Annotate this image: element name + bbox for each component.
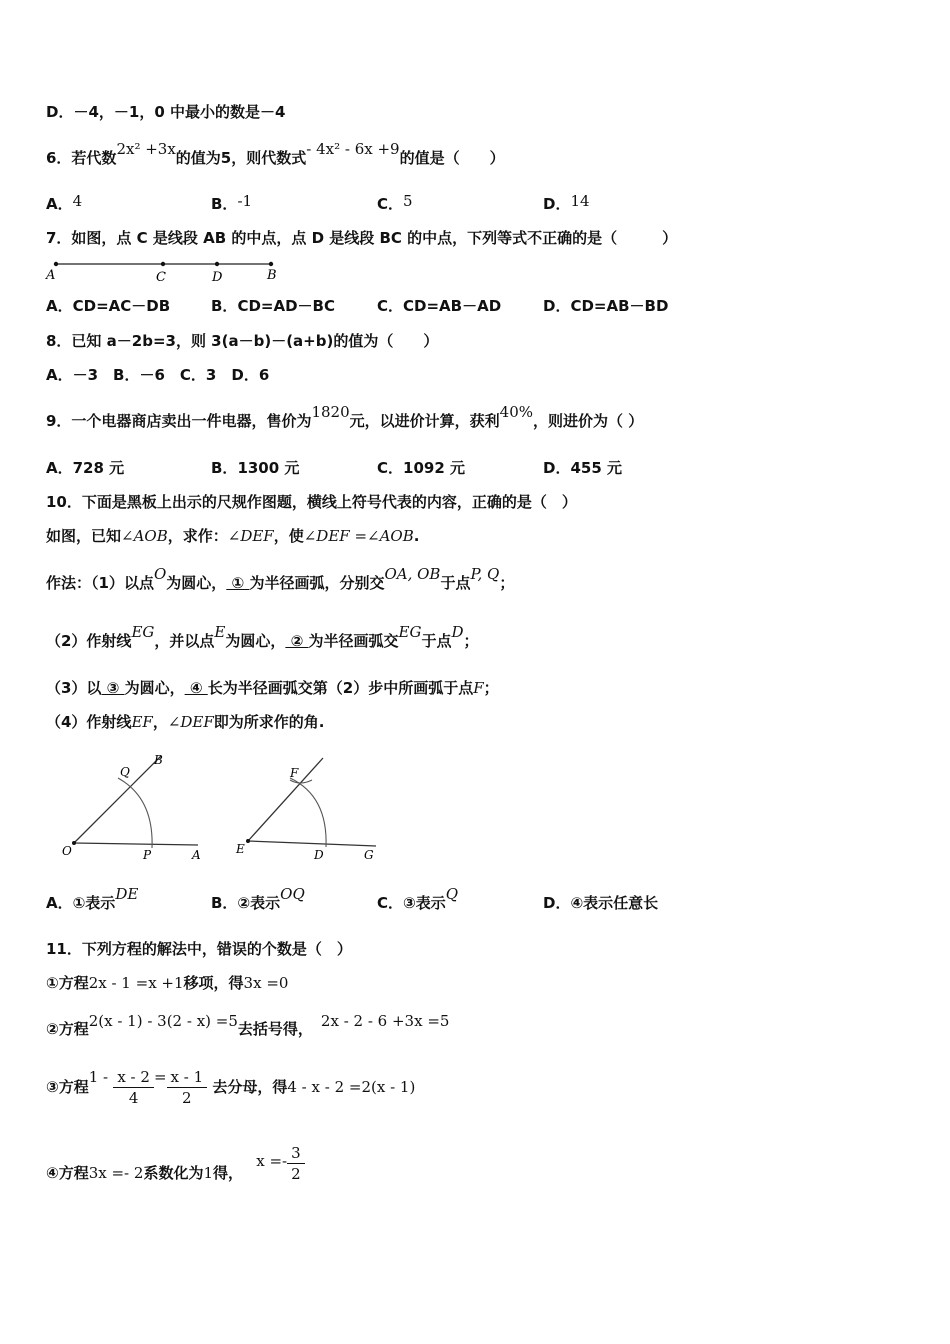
q7-option-c: C．CD=AB－AD — [377, 297, 502, 315]
fraction-2: $\frac{x - 1}{2}$ — [167, 1067, 208, 1108]
label-b: B — [267, 268, 277, 283]
ray-ef — [248, 758, 323, 841]
vertex-o — [72, 841, 76, 845]
q8-options — [46, 364, 269, 386]
q10-step-4: （4）作射线EF，∠DEF即为所求作的角. — [46, 713, 325, 731]
label-a: A — [192, 848, 201, 862]
vertex-e — [246, 839, 250, 843]
label-e: E — [236, 842, 245, 856]
point-a-dot — [54, 262, 58, 266]
q6-expression-1: 2x² +3x — [116, 140, 176, 158]
q10-stem — [46, 491, 577, 513]
ray-ob — [74, 756, 161, 843]
q11-item-1: ①方程2x - 1 =x +1移项，得3x =0 — [46, 974, 289, 992]
q7-option-d: D．CD=AB－BD — [543, 297, 669, 315]
q9-option-c: C．1092 元 — [377, 459, 465, 477]
ray-eg — [248, 841, 376, 846]
blank-4: ④ — [184, 679, 208, 697]
point-d-dot — [215, 262, 219, 266]
q10-option-a: A．①表示DE — [46, 885, 139, 912]
q11-item-4: ④方程3x =- 2系数化为1得， x =- $\frac{3}{2}$ — [46, 1150, 305, 1196]
point-b-dot — [269, 262, 273, 266]
q10-step-2: （2）作射线EG，并以点E为圆心， ② 为半径画弧交EG于点D； — [46, 623, 479, 650]
point-c-dot — [161, 262, 165, 266]
q10-step-3: （3）以 ③ 为圆心， ④ 长为半径画弧交第（2）步中所画弧于点F； — [46, 679, 499, 697]
q5-option-d — [46, 101, 285, 123]
q9-percent: 40% — [499, 403, 533, 421]
label-a: A — [46, 268, 56, 283]
q6-option-a: A．4 — [46, 192, 83, 213]
blank-2: ② — [285, 632, 309, 650]
q10-figure-aob — [58, 748, 218, 866]
q11-item-3: ③方程1 - $\frac{x - 2}{4}$ = $\frac{x - 1}{2}$ 去分母，得4 - x - 2 =2(x - 1) — [46, 1068, 416, 1107]
q7-option-a: A．CD=AC－DB — [46, 297, 171, 315]
q11-text: 11．下列方程的解法中，错误的个数是（ ） — [46, 940, 352, 958]
q6-option-c: C．5 — [377, 192, 413, 213]
label-o: O — [62, 844, 72, 858]
ray-oa — [74, 843, 198, 845]
q8-text: 8．已知 a－2b=3，则 3(a－b)－(a+b)的值为（ ） — [46, 332, 439, 350]
q9-option-a: A．728 元 — [46, 459, 125, 477]
q6-middle-text: 的值为5，则代数式 — [175, 149, 307, 167]
q10-text: 10．下面是黑板上出示的尺规作图题，横线上符号代表的内容，正确的是（ ） — [46, 493, 577, 511]
label-q: Q — [120, 765, 130, 779]
q6-number: 6．若代数 — [46, 149, 117, 167]
q7-stem — [46, 227, 677, 249]
q9-stem: 9．一个电器商店卖出一件电器，售价为1820元，以进价计算，获利40%，则进价为（ ） — [46, 403, 644, 430]
q5-option-d-text: D．－4，－1，0 中最小的数是－4 — [46, 103, 286, 121]
fraction-1: $\frac{x - 2}{4}$ — [113, 1067, 154, 1108]
q8-stem — [46, 330, 438, 352]
label-p: P — [143, 848, 152, 862]
q9-option-b: B．1300 元 — [211, 459, 300, 477]
q10-option-b: B．②表示OQ — [211, 885, 305, 912]
blank-3: ③ — [101, 679, 125, 697]
q11-stem — [46, 938, 352, 960]
label-c: C — [156, 270, 166, 284]
q7-text: 7．如图，点 C 是线段 AB 的中点，点 D 是线段 BC 的中点，下列等式不正确的是（ ） — [46, 229, 678, 247]
label-f: F — [290, 766, 299, 780]
q9-price: 1820 — [311, 403, 350, 421]
q8-options-text: A．－3 B．－6 C．3 D．6 — [46, 366, 270, 384]
label-d: D — [212, 270, 223, 284]
q6-option-d: D．14 — [543, 192, 590, 213]
q7-option-b: B．CD=AD－BC — [211, 297, 335, 315]
q6-option-b: B．-1 — [211, 192, 253, 213]
q10-option-c: C．③表示Q — [377, 885, 459, 912]
q10-step-1: 作法：（1）以点O为圆心， ① 为半径画弧，分别交OA, OB于点P, Q； — [46, 565, 515, 592]
q10-option-d: D．④表示任意长 — [543, 894, 659, 912]
q7-segment-figure — [40, 254, 290, 284]
q9-option-d: D．455 元 — [543, 459, 622, 477]
q6-expression-2: - 4x² - 6x +9 — [306, 140, 400, 158]
label-g: G — [364, 848, 374, 862]
fraction-3: $\frac{3}{2}$ — [287, 1143, 305, 1184]
label-d: D — [314, 848, 324, 862]
arc-pq — [118, 778, 152, 848]
q10-figure-def — [228, 748, 388, 866]
q11-item-2: ②方程2(x - 1) - 3(2 - x) =5去括号得， 2x - 2 - 6 +3x =5 — [46, 1012, 450, 1038]
blank-1: ① — [226, 574, 250, 592]
q6-stem — [46, 140, 505, 169]
label-b: B — [154, 753, 163, 767]
q6-end-text: 的值是（ ） — [399, 149, 505, 167]
q10-given: 如图，已知∠AOB，求作：∠DEF，使∠DEF =∠AOB. — [46, 527, 420, 545]
